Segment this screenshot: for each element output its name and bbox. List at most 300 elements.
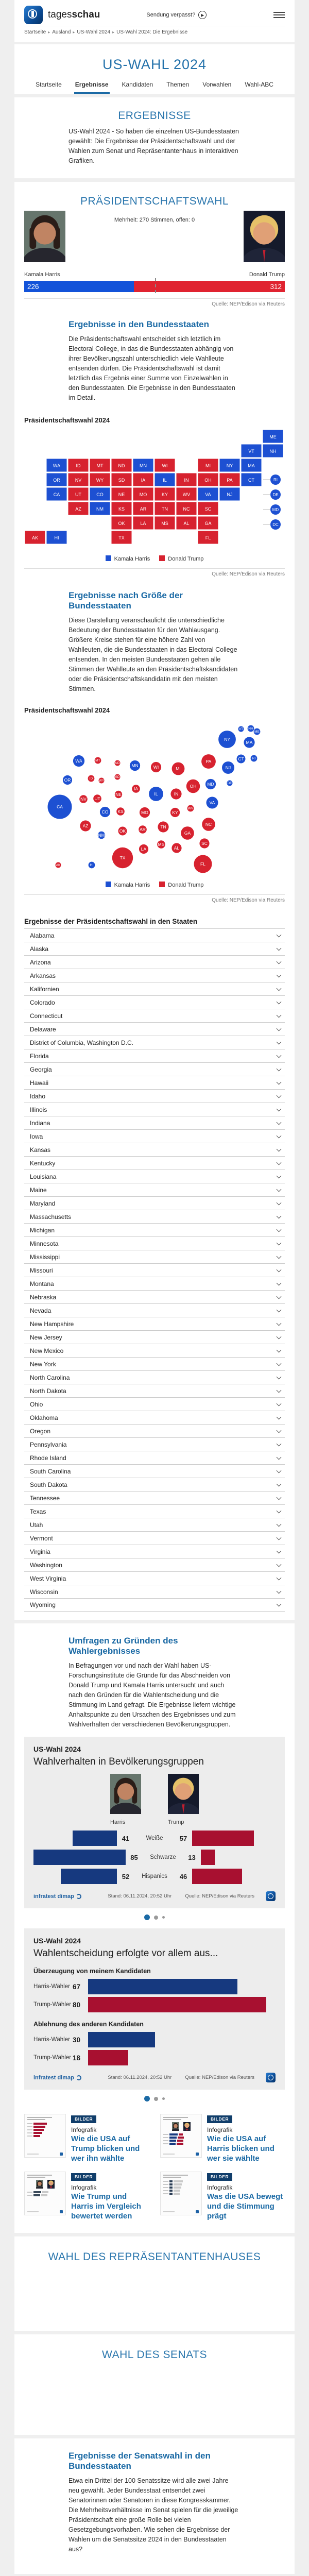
play-icon: ▶ [198,11,207,19]
state-name: Louisiana [30,1173,57,1180]
state-circle-NE[interactable] [115,791,122,798]
svg-text:NY: NY [224,737,230,742]
svg-text:FL: FL [205,535,211,540]
chevron-down-icon [277,1079,282,1084]
state-tile-MI[interactable] [198,459,218,472]
svg-text:WA: WA [75,758,82,764]
polls-card [14,1623,295,2233]
teaser-card[interactable] [24,2172,149,2221]
svg-text:OR: OR [64,777,71,783]
size-heading[interactable]: Ergebnisse nach Größe der Bundesstaaten [68,590,183,611]
breadcrumb-item[interactable]: US-Wahl 2024 [77,29,111,35]
state-circle-TX[interactable] [112,848,133,868]
state-accordion-row[interactable] [24,1250,285,1263]
state-circle-AR[interactable] [139,825,147,834]
legend-item: Kamala Harris [106,882,150,888]
state-circle-MT[interactable] [95,757,101,764]
chevron-down-icon [277,1253,282,1259]
state-accordion-row[interactable] [24,1370,285,1384]
trump-bar [201,1850,215,1865]
state-callout-RI[interactable] [270,474,281,485]
missed-broadcast-link[interactable]: Sendung verpasst? ▶ [146,11,207,19]
state-accordion-row[interactable] [24,928,285,942]
source-note: Quelle: NEP/Edison via Reuters [212,571,285,577]
bilder-badge: BILDER [207,2115,232,2123]
teaser-kicker: Infografik [207,2126,233,2133]
svg-text:MS: MS [158,842,165,847]
state-tile-NH[interactable] [263,444,283,457]
state-accordion-row[interactable] [24,1009,285,1022]
state-circle-IN[interactable] [170,788,181,799]
state-tile-OK[interactable] [111,516,132,530]
state-accordion-row[interactable] [24,1384,285,1397]
breadcrumb-item[interactable]: US-Wahl 2024: Die Ergebnisse [116,29,188,35]
breadcrumb-item[interactable]: Startseite [24,29,46,35]
state-accordion-row[interactable] [24,1330,285,1344]
harris-thumb-photo [110,1774,141,1817]
voter-group-label: Harris-Wähler [33,1984,70,1990]
tab-startseite[interactable]: Startseite [36,81,62,88]
carousel-dot-2[interactable] [154,1916,158,1920]
majority-marker [155,278,156,293]
state-accordion-row[interactable] [24,1545,285,1558]
svg-text:NM: NM [96,506,104,512]
state-accordion-row[interactable] [24,1585,285,1598]
state-name: Kansas [30,1146,51,1154]
state-accordion-row[interactable] [24,1116,285,1129]
state-name: Michigan [30,1226,55,1234]
state-tile-IL[interactable] [154,473,175,486]
state-tile-TX[interactable] [111,531,132,544]
states-heading[interactable]: Ergebnisse in den Bundesstaaten [68,319,210,329]
state-circle-SD[interactable] [115,774,121,780]
carousel-dot-1[interactable] [144,2096,150,2102]
states-text: Die Präsidentschaftswahl entscheidet sich letztlich im Electoral College, in das die Bundesstaaten abhängig von ihrer Bevölkerungszahl unterschiedlich viele Wahlleute entsenden dürfen. Die Präsidentschaftswahl ist damit letztlich das Ergebnis einer Summe von Einzelwahlen in den Bundesstaaten. Die Ergebnisse in den Bundesstaaten im Detail. [68,335,235,401]
state-circle-IA[interactable] [132,785,140,793]
state-tile-NE[interactable] [111,487,132,501]
state-circle-WA[interactable] [73,755,84,767]
state-accordion-row[interactable] [24,1062,285,1076]
harris-bar [73,1831,117,1846]
state-circle-RI[interactable] [251,755,258,762]
state-accordion-row[interactable] [24,1478,285,1491]
state-tile-MT[interactable] [90,459,110,472]
state-tile-WY[interactable] [90,473,110,486]
state-tile-PA[interactable] [219,473,240,486]
svg-text:CT: CT [238,756,244,761]
chevron-down-icon [277,1441,282,1446]
state-callout-DE[interactable] [270,489,281,500]
svg-text:MT: MT [96,463,104,468]
state-accordion-row[interactable] [24,1236,285,1250]
page-title: US-WAHL 2024 [102,57,207,72]
state-name: Massachusetts [30,1213,72,1221]
state-circle-DE[interactable] [227,781,233,786]
state-tile-FL[interactable] [198,531,218,544]
state-accordion-row[interactable] [24,1170,285,1183]
state-accordion-row[interactable] [24,1491,285,1504]
source-note: Quelle: NEP/Edison via Reuters [212,301,285,307]
senate-card [14,2334,295,2435]
tab-vorwahlen[interactable]: Vorwahlen [202,81,232,88]
state-circle-ND[interactable] [115,760,121,766]
teaser-card[interactable] [160,2114,285,2163]
teaser-card[interactable] [24,2114,149,2163]
chevron-down-icon [277,986,282,991]
state-tile-VA[interactable] [198,487,218,501]
state-circle-WI[interactable] [151,762,161,772]
state-circle-MN[interactable] [130,760,140,771]
group-label: Hispanics [142,1873,167,1879]
chevron-down-icon [277,1106,282,1111]
chevron-down-icon [277,1521,282,1527]
state-accordion-row[interactable] [24,1156,285,1170]
state-accordion-row[interactable] [24,1504,285,1518]
state-name: Alaska [30,945,49,953]
state-tile-CT[interactable] [241,473,262,486]
state-accordion-row[interactable] [24,1598,285,1612]
decision-row [33,1979,276,1994]
chevron-down-icon [277,1294,282,1299]
state-circle-NM[interactable] [98,832,105,839]
group-label: Schwarze [150,1854,176,1860]
state-circle-MS[interactable] [157,840,165,849]
state-circle-AL[interactable] [171,843,181,853]
state-accordion-row[interactable] [24,1210,285,1223]
state-accordion-row[interactable] [24,1451,285,1464]
state-circle-OK[interactable] [118,827,127,836]
state-circle-NV[interactable] [79,795,88,803]
state-circle-OH[interactable] [186,779,200,793]
chevron-down-icon [277,1361,282,1366]
teaser-kicker: Infografik [207,2184,233,2192]
state-circle-ME[interactable] [254,728,261,735]
state-tile-WA[interactable] [46,459,67,472]
teaser-title[interactable]: Was die USA bewegt und die Stimmung prägt [207,2192,283,2221]
state-name: Delaware [30,1025,56,1033]
state-tile-UT[interactable] [68,487,89,501]
state-tile-NJ[interactable] [219,487,240,501]
legend-item: Donald Trump [159,555,203,562]
teaser-title[interactable]: Wie die USA auf Trump blicken und wer ihn wählte [71,2134,140,2163]
chevron-down-icon [277,1066,282,1071]
demo-row [33,1869,276,1884]
state-tile-AK[interactable] [25,531,45,544]
state-tile-IN[interactable] [176,473,197,486]
tagesschau-logo-icon[interactable] [24,6,43,24]
senate-results-text: Etwa ein Drittel der 100 Senatssitze wird alle zwei Jahre neu gewählt. Jeder Bundesstaat entsendet zwei Senatorinnen oder Senatoren in diese Kongresskammer. Die Mehrheitsverhältnisse im Senat spielen für die jeweilige Präsidentschaft eine große Rolle bei vielen Gesetzgebungsvorhaben. Wie sehen die Ergebnisse der Wahlen um die Senatssitze 2024 in den Bundesstaaten aus? [68,2477,238,2553]
legend-item: Donald Trump [159,882,203,888]
state-name: Nebraska [30,1293,57,1301]
state-tile-SD[interactable] [111,473,132,486]
svg-text:TN: TN [160,824,166,829]
breadcrumb-item[interactable]: Ausland [52,29,71,35]
voter-group-label: Harris-Wähler [33,2037,70,2043]
hamburger-menu-icon[interactable] [273,12,285,18]
teaser-title[interactable]: Wie die USA auf Harris blicken und wer sie wählte [207,2134,274,2163]
state-accordion-row[interactable] [24,1036,285,1049]
svg-text:MA: MA [248,463,255,468]
state-circle-FL[interactable] [194,855,212,873]
state-callout-DC[interactable] [270,519,281,530]
state-circle-GA[interactable] [181,826,194,840]
state-tile-AR[interactable] [133,502,153,515]
state-tile-CA[interactable] [46,487,67,501]
state-circle-OR[interactable] [63,775,72,785]
svg-text:WV: WV [182,492,191,497]
state-tile-NM[interactable] [90,502,110,515]
state-circle-SC[interactable] [199,838,209,848]
state-accordion-row[interactable] [24,1558,285,1571]
state-accordion-row[interactable] [24,1344,285,1357]
svg-text:NC: NC [205,822,212,827]
state-tile-AL[interactable] [176,516,197,530]
state-accordion-row[interactable] [24,1143,285,1156]
state-tile-IA[interactable] [133,473,153,486]
svg-text:MD: MD [272,507,279,512]
state-tile-MA[interactable] [241,459,262,472]
state-accordion-row[interactable] [24,1303,285,1317]
state-accordion-row[interactable] [24,1129,285,1143]
state-name: Arizona [30,958,51,966]
state-name: Connecticut [30,1012,63,1020]
state-accordion-row[interactable] [24,1049,285,1062]
site-logo[interactable]: tagesschau [48,9,100,20]
state-tile-MS[interactable] [154,516,175,530]
svg-text:RI: RI [273,478,278,482]
ard-logo-icon [196,2153,199,2156]
chevron-down-icon [277,1602,282,1607]
state-name: Georgia [30,1065,52,1073]
svg-text:NH: NH [248,727,253,731]
state-accordion-row[interactable] [24,1089,285,1103]
state-accordion-row[interactable] [24,1277,285,1290]
state-name: Wisconsin [30,1588,58,1596]
ard-logo-icon [266,2073,276,2082]
svg-text:SC: SC [201,841,208,846]
state-accordion-row[interactable] [24,1531,285,1545]
state-accordion-row[interactable] [24,982,285,995]
state-circle-ID[interactable] [88,775,95,782]
svg-text:WV: WV [187,807,194,811]
state-accordion-row[interactable] [24,955,285,969]
chart-kicker: US-Wahl 2024 [33,1745,81,1753]
decision-chart-card [24,1928,285,2090]
svg-text:IN: IN [174,791,179,796]
state-circle-AK[interactable] [56,862,61,868]
chevron-down-icon [277,1401,282,1406]
demographics-rows [33,1831,276,1884]
state-tile-OR[interactable] [46,473,67,486]
state-accordion-row[interactable] [24,995,285,1009]
state-accordion-row[interactable] [24,1357,285,1370]
state-tile-HI[interactable] [46,531,67,544]
chevron-down-icon [277,1187,282,1192]
state-accordion-row[interactable] [24,1464,285,1478]
teaser-card[interactable] [160,2172,285,2221]
svg-text:OK: OK [118,521,125,526]
svg-text:ND: ND [118,463,125,468]
senate-results-heading[interactable]: Ergebnisse der Senatswahl in den Bundesstaaten [68,2450,211,2471]
state-tile-NC[interactable] [176,502,197,515]
state-circle-NY[interactable] [218,731,236,748]
hub-card [14,44,295,94]
state-tile-CO[interactable] [90,487,110,501]
state-tile-ID[interactable] [68,459,89,472]
state-name: West Virginia [30,1574,66,1582]
state-name: Minnesota [30,1240,59,1247]
state-accordion-row[interactable] [24,1196,285,1210]
svg-text:CO: CO [96,492,104,497]
svg-text:NY: NY [226,463,233,468]
state-accordion-row[interactable] [24,1022,285,1036]
svg-text:PA: PA [205,759,212,764]
state-accordion-row[interactable] [24,1437,285,1451]
state-accordion-row[interactable] [24,1183,285,1196]
state-tile-LA[interactable] [133,516,153,530]
state-circle-WV[interactable] [187,805,194,812]
chevron-down-icon [277,1387,282,1393]
state-tile-VT[interactable] [241,444,262,457]
carousel-dot-3[interactable] [162,1916,165,1919]
infratest-dimap-logo: infratest dimap [33,2075,81,2081]
state-tile-NV[interactable] [68,473,89,486]
svg-text:VT: VT [248,449,254,454]
carousel-dot-2[interactable] [154,2097,158,2101]
state-tile-MN[interactable] [133,459,153,472]
state-circle-KY[interactable] [170,808,180,817]
breadcrumb [24,26,285,39]
state-callout-MD[interactable] [270,504,281,515]
state-circle-MD[interactable] [205,779,216,789]
svg-text:GA: GA [184,831,191,836]
state-accordion-row[interactable] [24,1518,285,1531]
tab-ergebnisse[interactable]: Ergebnisse [74,79,110,94]
harris-name: Kamala Harris [24,272,60,278]
state-circle-MI[interactable] [172,762,185,775]
teaser-thumbnail [160,2172,202,2215]
svg-text:AL: AL [183,521,190,526]
state-circle-UT[interactable] [93,794,101,803]
stand-note: Stand: 06.11.2024, 20:52 Uhr [108,1893,172,1899]
state-name: Kentucky [30,1159,56,1167]
polls-heading[interactable]: Umfragen zu Gründen des Wahlergebnisses [68,1636,178,1656]
state-circle-CO[interactable] [100,807,110,817]
chevron-down-icon [277,1468,282,1473]
state-name: New Hampshire [30,1320,74,1328]
state-accordion-row[interactable] [24,1424,285,1437]
svg-text:WY: WY [96,478,104,483]
tab-themen[interactable]: Themen [166,81,190,88]
ard-logo-icon [196,2210,199,2213]
state-circle-LA[interactable] [139,844,148,854]
state-circle-IL[interactable] [149,787,163,801]
state-accordion-row[interactable] [24,1290,285,1303]
state-tile-GA[interactable] [198,516,218,530]
state-circle-CT[interactable] [237,755,246,764]
value-label: 30 [73,2036,81,2044]
svg-text:TX: TX [118,535,125,540]
carousel-dot-3[interactable] [162,2097,165,2100]
state-tile-WV[interactable] [176,487,197,501]
svg-text:UT: UT [75,492,81,497]
state-tile-MO[interactable] [133,487,153,501]
state-circle-NC[interactable] [202,818,215,831]
state-tile-NY[interactable] [219,459,240,472]
state-tile-OH[interactable] [198,473,218,486]
state-name: Vermont [30,1534,53,1542]
svg-text:NE: NE [115,792,122,797]
state-accordion-row[interactable] [24,942,285,955]
tab-kandidaten[interactable]: Kandidaten [122,81,153,88]
state-accordion-row[interactable] [24,1103,285,1116]
state-circle-HI[interactable] [89,862,95,869]
state-circle-NH[interactable] [248,725,254,732]
chevron-down-icon [277,1213,282,1218]
chevron-down-icon [277,1240,282,1245]
state-name: Florida [30,1052,49,1060]
state-accordion-row[interactable] [24,1397,285,1411]
ev-cartogram[interactable] [24,716,285,879]
section-title-house: WAHL DES REPRÄSENTANTENHAUSES [48,2250,261,2263]
cartogram-title: Präsidentschaftswahl 2024 [24,706,110,714]
legend-swatch-icon [159,555,165,561]
state-circle-CA[interactable] [48,795,72,819]
candidate-hero [24,211,285,270]
carousel-dot-1[interactable] [144,1914,150,1920]
state-accordion-row[interactable] [24,969,285,982]
state-accordion-row[interactable] [24,1317,285,1330]
svg-text:MO: MO [139,492,147,497]
teaser-title[interactable]: Wie Trump und Harris im Vergleich bewertet werden [71,2192,141,2221]
state-tile-WI[interactable] [154,459,175,472]
state-winner-map[interactable] [24,429,285,551]
svg-text:PA: PA [227,478,233,483]
state-tile-AZ[interactable] [68,502,89,515]
svg-text:ID: ID [89,777,93,781]
state-accordion-row[interactable] [24,1411,285,1424]
state-tile-KY[interactable] [154,487,175,501]
tab-wahl-abc[interactable]: Wahl-ABC [245,81,273,88]
state-circle-VT[interactable] [238,726,244,732]
svg-text:AL: AL [174,845,180,851]
svg-text:DC: DC [272,522,279,527]
chart-title: Wahlentscheidung erfolgte vor allem aus... [33,1948,218,1959]
state-name: South Dakota [30,1481,67,1488]
state-accordion-row[interactable] [24,1571,285,1585]
state-accordion-row[interactable] [24,1223,285,1236]
state-circle-VA[interactable] [207,797,218,809]
state-circle-AZ[interactable] [80,820,91,831]
state-circle-TN[interactable] [158,821,168,832]
state-tile-TN[interactable] [154,502,175,515]
state-accordion-row[interactable] [24,1263,285,1277]
state-circle-WY[interactable] [99,778,105,784]
state-circle-PA[interactable] [201,754,216,769]
state-name: Idaho [30,1092,46,1100]
state-tile-ME[interactable] [263,430,283,443]
state-circle-NJ[interactable] [222,761,234,774]
state-circle-MO[interactable] [140,807,150,818]
state-circle-MA[interactable] [244,737,254,748]
state-tile-ND[interactable] [111,459,132,472]
state-circle-KS[interactable] [116,807,125,816]
state-tile-KS[interactable] [111,502,132,515]
state-name: Maryland [30,1199,56,1207]
state-accordion-row[interactable] [24,1076,285,1089]
decision-row [33,1997,276,2012]
state-tile-SC[interactable] [198,502,218,515]
